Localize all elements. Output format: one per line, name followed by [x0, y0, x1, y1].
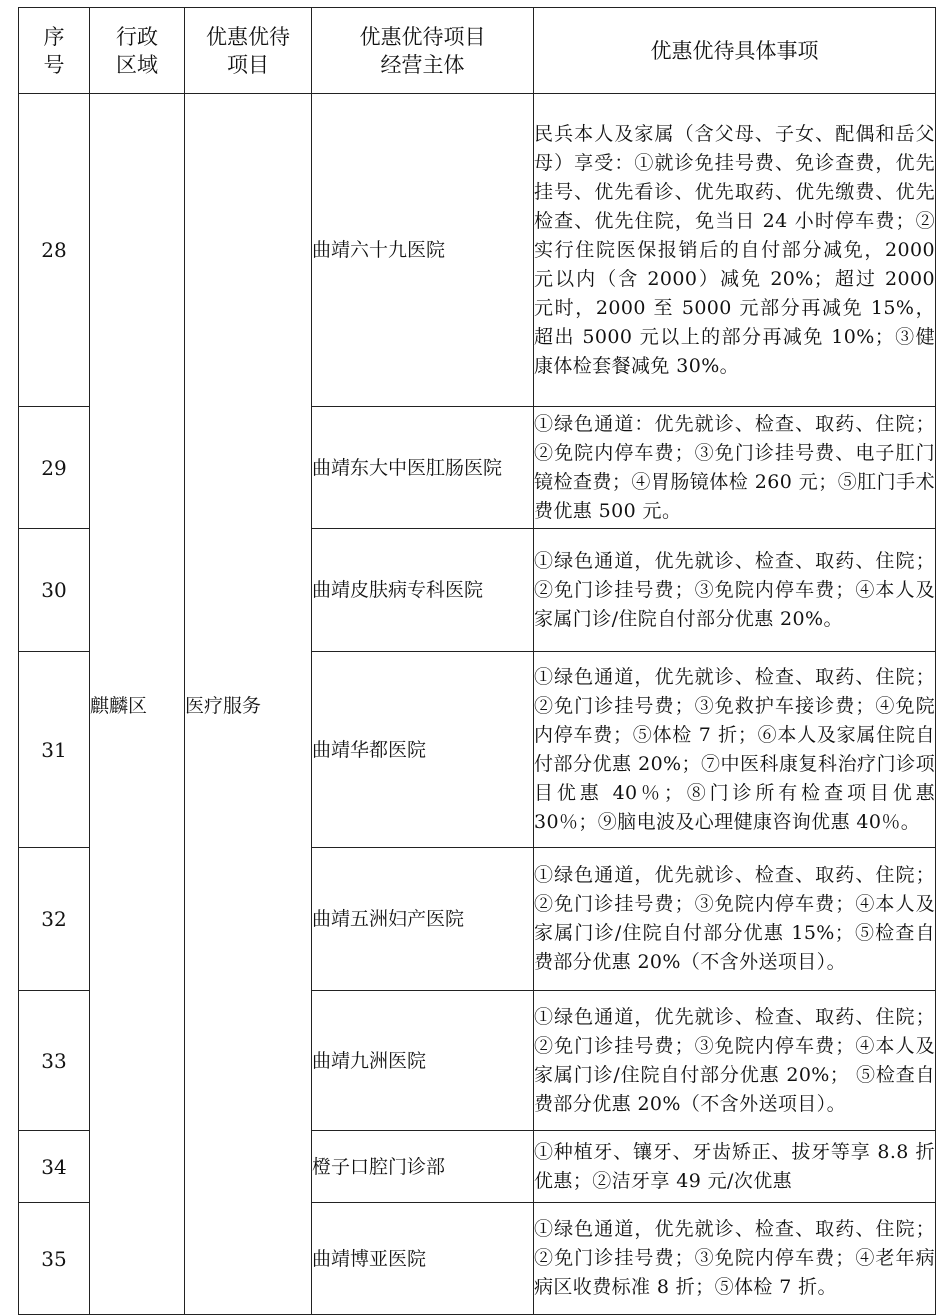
- row-entity: 曲靖皮肤病专科医院: [312, 529, 534, 652]
- row-detail: ①绿色通道：优先就诊、检查、取药、住院；②免院内停车费；③免门诊挂号费、电子肛门镜检查费；④胃肠镜体检 260 元；⑤肛门手术费优惠 500 元。: [534, 407, 936, 529]
- header-region: 行政 区域: [90, 8, 185, 94]
- header-seq: 序 号: [19, 8, 90, 94]
- benefits-table: [18, 7, 936, 1315]
- region-cell: 麒麟区: [90, 94, 185, 1315]
- row-entity: 曲靖博亚医院: [312, 1203, 534, 1315]
- row-seq: 35: [19, 1203, 90, 1315]
- row-seq: 29: [19, 407, 90, 529]
- row-detail: ①种植牙、镶牙、牙齿矫正、拔牙等享 8.8 折优惠；②洁牙享 49 元/次优惠: [534, 1131, 936, 1203]
- row-entity: 曲靖华都医院: [312, 652, 534, 848]
- row-detail: 民兵本人及家属（含父母、子女、配偶和岳父母）享受：①就诊免挂号费、免诊查费，优先挂号、优先看诊、优先取药、优先缴费、优先检查、优先住院，免当日 24 小时停车费；②实行住院医保报销后的自付部分减免，2000 元以内（含 2000）减免 20%；超过 2000 元时，2000 至 5000 元部分再减免 15%，超出 5000 元以上的部分再减免 10%；③健康体检套餐减免 30%。: [534, 94, 936, 407]
- header-entity: 优惠优待项目 经营主体: [312, 8, 534, 94]
- row-detail: ①绿色通道，优先就诊、检查、取药、住院；②免门诊挂号费；③免院内停车费；④本人及家属门诊/住院自付部分优惠 15%；⑤检查自费部分优惠 20%（不含外送项目）。: [534, 848, 936, 991]
- row-seq: 30: [19, 529, 90, 652]
- row-entity: 曲靖六十九医院: [312, 94, 534, 407]
- project-cell: 医疗服务: [185, 94, 312, 1315]
- header-project: 优惠优待 项目: [185, 8, 312, 94]
- row-seq: 28: [19, 94, 90, 407]
- table-row: [19, 94, 936, 407]
- row-entity: 橙子口腔门诊部: [312, 1131, 534, 1203]
- row-entity: 曲靖九洲医院: [312, 991, 534, 1131]
- header-detail: 优惠优待具体事项: [534, 8, 936, 94]
- row-entity: 曲靖东大中医肛肠医院: [312, 407, 534, 529]
- row-detail: ①绿色通道，优先就诊、检查、取药、住院；②免门诊挂号费；③免院内停车费；④本人及家属门诊/住院自付部分优惠 20%。: [534, 529, 936, 652]
- row-detail: ①绿色通道，优先就诊、检查、取药、住院；②免门诊挂号费；③免院内停车费；④本人及家属门诊/住院自付部分优惠 20%； ⑤检查自费部分优惠 20%（不含外送项目）。: [534, 991, 936, 1131]
- row-detail: ①绿色通道，优先就诊、检查、取药、住院；②免门诊挂号费；③免救护车接诊费；④免院内停车费；⑤体检 7 折；⑥本人及家属住院自付部分优惠 20%；⑦中医科康复科治疗门诊项目优惠 40％；⑧门诊所有检查项目优惠 30％；⑨脑电波及心理健康咨询优惠 40％。: [534, 652, 936, 848]
- row-entity: 曲靖五洲妇产医院: [312, 848, 534, 991]
- row-seq: 33: [19, 991, 90, 1131]
- table-header-row: [19, 8, 936, 94]
- row-detail: ①绿色通道，优先就诊、检查、取药、住院；②免门诊挂号费；③免院内停车费；④老年病病区收费标准 8 折；⑤体检 7 折。: [534, 1203, 936, 1315]
- row-seq: 32: [19, 848, 90, 991]
- row-seq: 31: [19, 652, 90, 848]
- row-seq: 34: [19, 1131, 90, 1203]
